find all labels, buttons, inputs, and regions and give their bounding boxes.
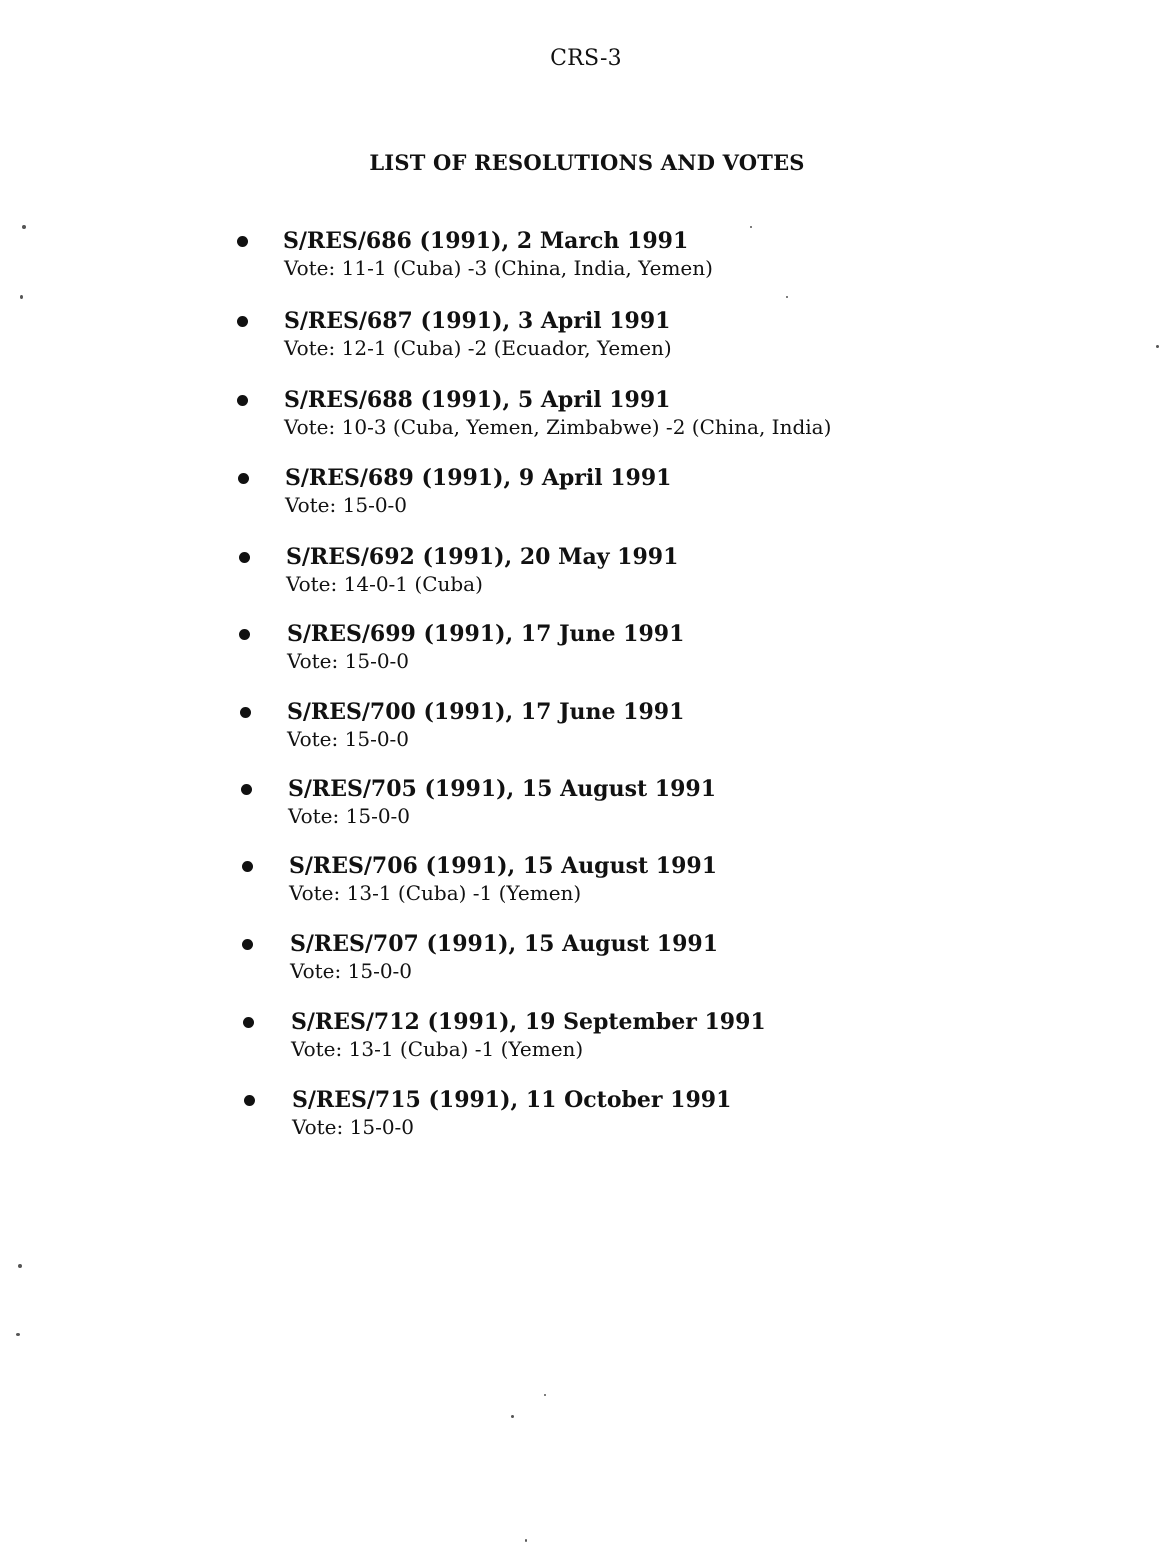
- resolution-title: S/RES/699 (1991), 17 June 1991: [287, 621, 685, 647]
- resolution-vote: Vote: 11-1 (Cuba) -3 (China, India, Yemen): [284, 256, 713, 280]
- bullet-icon: [242, 861, 253, 872]
- resolution-vote: Vote: 13-1 (Cuba) -1 (Yemen): [289, 881, 582, 905]
- resolution-vote: Vote: 15-0-0: [287, 649, 410, 673]
- resolution-title: S/RES/692 (1991), 20 May 1991: [286, 544, 679, 570]
- scan-speck: [1156, 345, 1159, 348]
- resolution-title: S/RES/687 (1991), 3 April 1991: [284, 308, 671, 334]
- bullet-icon: [242, 939, 253, 950]
- scan-speck: [786, 296, 788, 298]
- resolution-title: S/RES/712 (1991), 19 September 1991: [291, 1009, 766, 1035]
- resolution-vote: Vote: 15-0-0: [288, 804, 411, 828]
- scan-speck: [16, 1333, 20, 1336]
- resolution-title: S/RES/700 (1991), 17 June 1991: [287, 699, 685, 725]
- scan-speck: [750, 226, 752, 228]
- bullet-icon: [237, 236, 248, 247]
- resolution-vote: Vote: 12-1 (Cuba) -2 (Ecuador, Yemen): [284, 336, 672, 360]
- resolution-vote: Vote: 13-1 (Cuba) -1 (Yemen): [291, 1037, 584, 1061]
- page-number: CRS-3: [550, 46, 622, 71]
- resolution-vote: Vote: 15-0-0: [292, 1115, 415, 1139]
- resolution-title: S/RES/705 (1991), 15 August 1991: [288, 776, 717, 802]
- resolution-vote: Vote: 15-0-0: [285, 493, 408, 517]
- scan-speck: [20, 295, 23, 299]
- bullet-icon: [237, 395, 248, 406]
- resolution-title: S/RES/715 (1991), 11 October 1991: [292, 1087, 732, 1113]
- bullet-icon: [239, 629, 250, 640]
- bullet-icon: [239, 552, 250, 563]
- bullet-icon: [244, 1095, 255, 1106]
- scan-speck: [511, 1415, 514, 1418]
- resolution-title: S/RES/686 (1991), 2 March 1991: [283, 228, 689, 254]
- resolution-vote: Vote: 14-0-1 (Cuba): [286, 572, 483, 596]
- bullet-icon: [237, 316, 248, 327]
- resolution-title: S/RES/689 (1991), 9 April 1991: [285, 465, 672, 491]
- bullet-icon: [240, 707, 251, 718]
- resolution-vote: Vote: 15-0-0: [290, 959, 413, 983]
- scan-speck: [22, 225, 26, 229]
- bullet-icon: [238, 473, 249, 484]
- resolution-title: S/RES/707 (1991), 15 August 1991: [290, 931, 719, 957]
- page-title: LIST OF RESOLUTIONS AND VOTES: [369, 150, 805, 175]
- bullet-icon: [243, 1017, 254, 1028]
- resolution-title: S/RES/688 (1991), 5 April 1991: [284, 387, 671, 413]
- scan-speck: [544, 1394, 546, 1396]
- resolution-vote: Vote: 15-0-0: [287, 727, 410, 751]
- scan-speck: [18, 1264, 22, 1268]
- resolution-vote: Vote: 10-3 (Cuba, Yemen, Zimbabwe) -2 (China, India): [284, 415, 832, 439]
- bullet-icon: [241, 784, 252, 795]
- scan-speck: [525, 1539, 527, 1542]
- resolution-title: S/RES/706 (1991), 15 August 1991: [289, 853, 718, 879]
